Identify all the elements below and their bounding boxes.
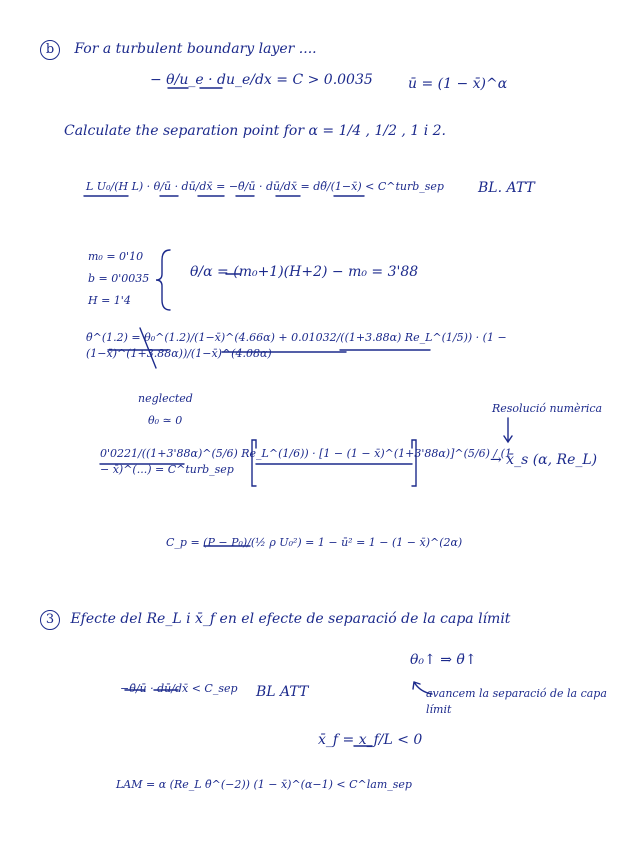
section-b-title: For a turbulent boundary layer .... bbox=[74, 41, 317, 57]
section-b-number: b bbox=[40, 40, 60, 60]
section-3-eq3: LAM = α (Re_L θ̄^(−2)) (1 − x̄)^(α−1) < C^lam_sep bbox=[116, 778, 412, 791]
section-b-eq5-result: → x̄_s (α, Re_L) bbox=[490, 452, 598, 468]
section-b-eq4-note-neglected: neglected bbox=[138, 392, 193, 405]
section-3-eq1-tag: BL ATT bbox=[256, 684, 309, 700]
section-3-note-eq: θ₀↑ ⇒ θ̄↑ bbox=[410, 652, 477, 668]
section-3-heading bbox=[40, 608, 610, 630]
section-3-title: Efecte del Re_L i x̄_f en el efecte de separació de la capa límit bbox=[70, 611, 511, 627]
section-b-eq2: L U₀/(H L) · θ/ū · dū/dx̄ = −θ̄/ū · dū/dx̄ = dθ̃/(1−x̄) < C^turb_sep bbox=[86, 180, 444, 193]
section-3-eq1: −θ̄/ū · dū/dx̄ < C_sep bbox=[120, 682, 238, 695]
section-b-eq4-note-theta: θ₀ ≃ 0 bbox=[148, 414, 183, 427]
section-3-number: 3 bbox=[40, 610, 60, 630]
section-3-note-text: avancem la separació de la capa límit bbox=[426, 687, 607, 716]
section-b-eq1-rhs: ū = (1 − x̄)^α bbox=[408, 76, 508, 92]
section-b-eq5-note: Resolució numèrica bbox=[492, 402, 603, 415]
section-b-eq2-tag: BL. ATT bbox=[478, 180, 535, 196]
section-b-param-m0: m₀ = 0'10 bbox=[88, 250, 144, 263]
section-b-heading bbox=[40, 34, 317, 60]
section-3-eq2: x̄_f = x_f/L < 0 bbox=[318, 732, 423, 748]
section-b-eq3: θ/α = (m₀+1)(H+2) − m₀ = 3'88 bbox=[190, 264, 419, 280]
section-b-eq4: θ̄^(1.2) = θ₀^(1.2)/(1−x̄)^(4.66α) + 0.01032/((1+3.88α) Re_L^(1/5)) · (1 − (1−x̄)^(1+3.88α))/(1−x̄)^(4.08α) bbox=[86, 331, 507, 360]
section-b-eq5: 0'0221/((1+3'88α)^(5/6) Re_L^(1/6)) · [1 − (1 − x̄)^(1+3'88α)]^(5/6) / (1 − x̄)^(...) = C^turb_sep bbox=[100, 447, 512, 476]
section-b-eq6: C_p = (P − P₀)/(½ ρ U₀²) = 1 − ū² = 1 − (1 − x̄)^(2α) bbox=[166, 536, 463, 549]
section-b-param-b: b = 0'0035 bbox=[88, 272, 150, 285]
section-b-prompt: Calculate the separation point for α = 1/4 , 1/2 , 1 i 2. bbox=[64, 123, 446, 139]
section-b-eq1-lhs: − θ/u_e · du_e/dx = C > 0.0035 bbox=[150, 72, 373, 88]
section-b-param-h: H = 1'4 bbox=[88, 294, 131, 307]
